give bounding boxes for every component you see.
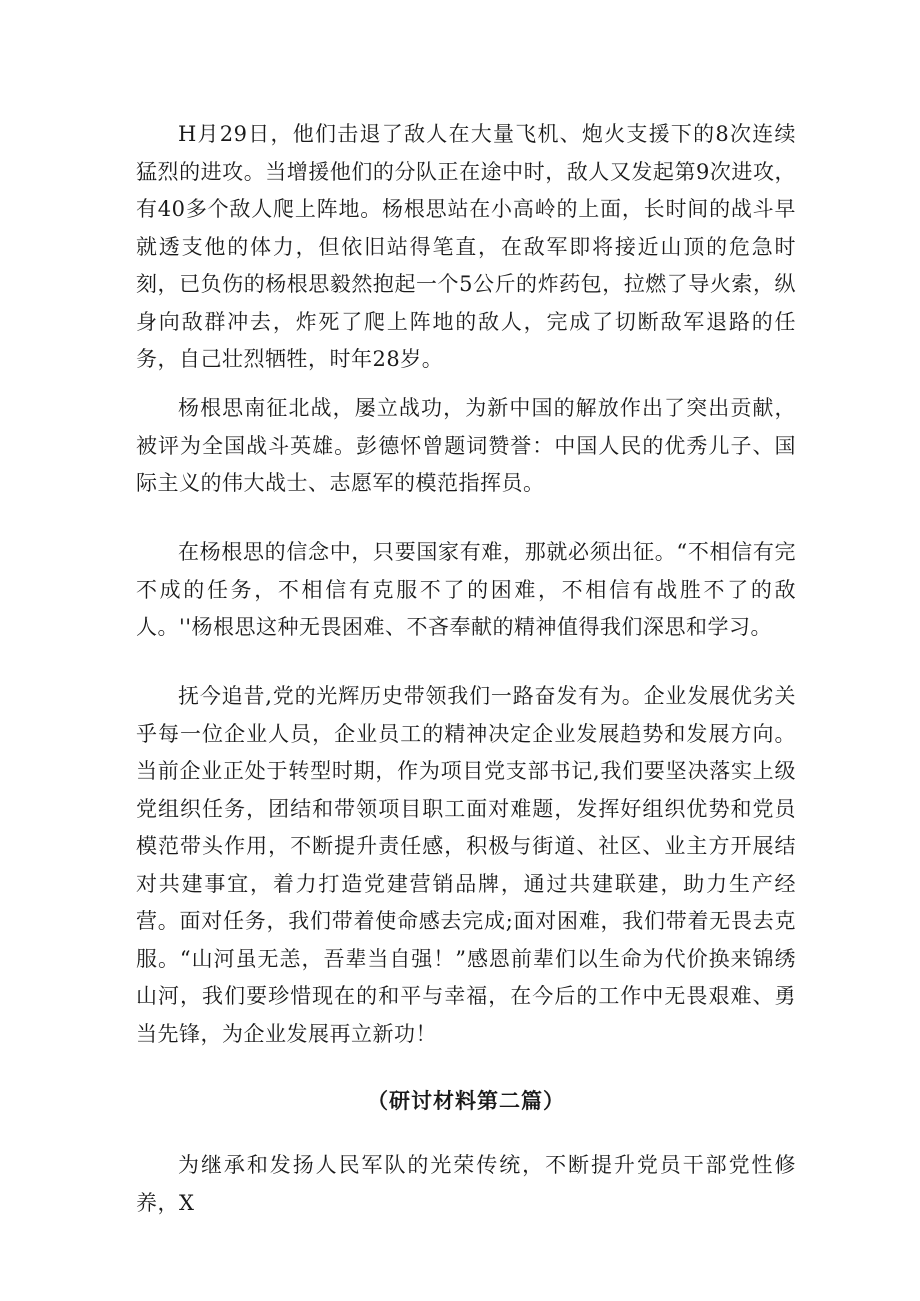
paragraph-second-piece-intro: 为继承和发扬人民军队的光荣传统，不断提升党员干部党性修养，X [136, 1153, 796, 1215]
paragraph-war-hero-honor: 杨根思南征北战，屡立战功，为新中国的解放作出了突出贡献，被评为全国战斗英雄。彭德怀曾题词赞誉：中国人民的优秀儿子、国际主义的伟大战士、志愿军的模范指挥员。 [136, 396, 796, 495]
paragraph-yang-gensi-battle: H月29日，他们击退了敌人在大量飞机、炮火支援下的8次连续猛烈的进攻。当增援他们的分队正在途中时，敌人又发起第9次进攻，有40多个敌人爬上阵地。杨根思站在小高岭的上面，长时间的战斗早就透支他的体力，但依旧站得笔直，在敌军即将接近山顶的危急时刻，已负伤的杨根思毅然抱起一个5公斤的炸药包，拉燃了导火索，纵身向敌群冲去，炸死了爬上阵地的敌人，完成了切断敌军退路的任务，自己壮烈牺牲，时年28岁。 [136, 122, 796, 371]
paragraph-belief-quote: 在杨根思的信念中，只要国家有难，那就必须出征。“不相信有完不成的任务，不相信有克服不了的困难，不相信有战胜不了的敌人。''杨根思这种无畏困难、不吝奉献的精神值得我们深思和学习。 [136, 540, 796, 639]
paragraph-enterprise-reflection: 抚今追昔,党的光辉历史带领我们一路奋发有为。企业发展优劣关乎每一位企业人员，企业员工的精神决定企业发展趋势和发展方向。当前企业正处于转型时期，作为项目党支部书记,我们要坚决落实上级党组织任务，团结和带领项目职工面对难题，发挥好组织优势和党员模范带头作用，不断提升责任感，积极与街道、社区、业主方开展结对共建事宜，着力打造党建营销品牌，通过共建联建，助力生产经营。面对任务，我们带着使命感去完成;面对困难，我们带着无畏去克服。“山河虽无恙，吾辈当自强！”感恩前辈们以生命为代价换来锦绣山河，我们要珍惜现在的和平与幸福，在今后的工作中无畏艰难、勇当先锋，为企业发展再立新功！ [136, 684, 796, 1046]
section-heading: （研讨材料第二篇） [367, 1088, 565, 1113]
